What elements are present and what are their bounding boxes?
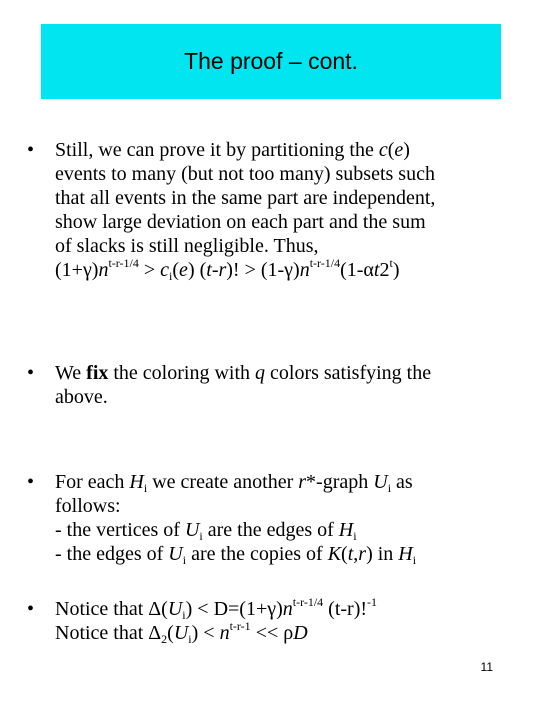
bullet-1-text: Still, we can prove it by partitioning the c(e) events to many (but not too many) subsets such that all events in the same part are independent, show large deviation on each part and the sum of slacks is still negligible. Thus, $(1+\gamma)n^{t-r-1/4} > c_i(e) (t-r)$! > $(1-\gamma)n^{t-r-1/4}(1-\alpha t2^t)$ — [55, 138, 525, 282]
bullet-3-text: For each $H_i$ we create another r*-graph $U_i$ as follows: - the vertices of $U_i$ are the edges of $H_i$ - the edges of $U_i$ are the copies of K(t,r) in $H_i$ — [55, 471, 417, 567]
title-box — [41, 24, 501, 99]
slide-title: The proof – cont. — [184, 48, 358, 74]
page-number: 11 — [480, 660, 493, 674]
bullet-marker: • — [27, 471, 35, 493]
bullet-marker: • — [27, 362, 35, 384]
bullet-4-text: Notice that $\Delta(U_i) < D=(1+\gamma)n^{t-r-1/4}$ (t-r)!$^{-1}$ Notice that $\Delta_2(U_i) < n^{t-r-1} << \rho D$ — [55, 595, 378, 646]
inequality-formula: $(1+\gamma)n^{t-r-1/4} > c_i(e) (t-r)$! > $(1-\gamma)n^{t-r-1/4}(1-\alpha t2^t)$ — [55, 256, 400, 283]
bullet-marker: • — [27, 598, 35, 620]
bullet-marker: • — [27, 139, 35, 161]
bullet-2-text: We fix the coloring with q colors satisfying the above. — [55, 362, 432, 408]
